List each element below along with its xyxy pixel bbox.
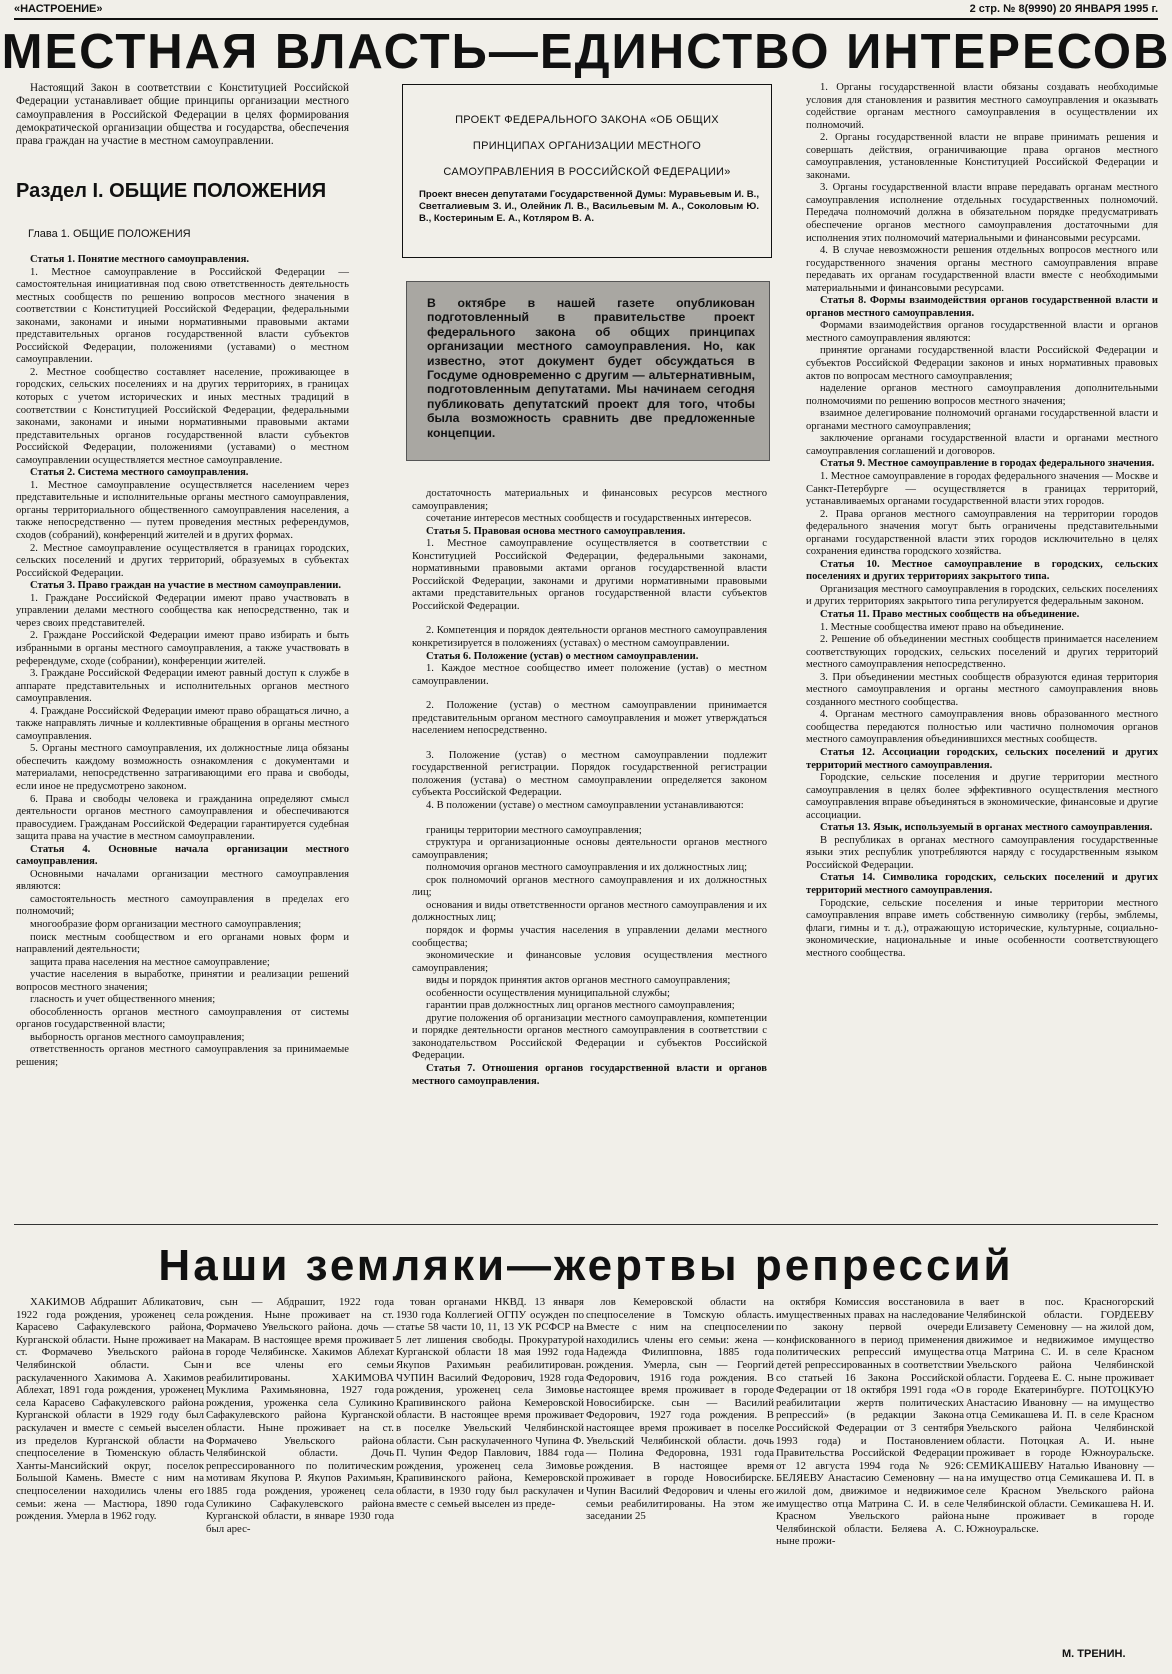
article-paragraph: наделение органов местного самоуправления дополнительными полномочиями по решению вопросов местного значения; [806, 383, 1158, 407]
article-paragraph: 1. Каждое местное сообщество имеет положение (устав) о местном самоуправлении. [412, 663, 767, 687]
article-paragraph: обособленность органов местного самоуправления от системы органов государственной власти; [16, 1006, 349, 1031]
article-paragraph: особенности осуществления муниципальной службы; [426, 987, 670, 999]
article-heading: Статья 12. Ассоциации городских, сельских поселений и других территорий местного самоуправления. [806, 746, 1158, 771]
article-paragraph: порядок и формы участия населения в управлении делами местного сообщества; [412, 924, 767, 949]
repressions-column-1: ХАКИМОВ Абдрашит Абликатович, 1922 года рождения, уроженец села Карасево Сафакулевского района, Курганской области. Ныне проживает на ст. Формачево Увельского района Челябинской области. Сын раскулаченного Хакимова А. Хакимов Аблехат, 1891 года рождения, уроженец села Карасево Сафакулевского района Курганской области в 1929 году был раскулачен и вместе с семьей выселен из пределов Курганской области на спецпоселение в Тюменскую область Ханты-Мансийский округ, поселок Большой Камень. Вместе с ним на спецпоселении находились члены его семьи: жена — Мастюра, 1890 года рождения. Умерла в 1962 году. [16, 1296, 204, 1523]
article-paragraph: 2. Положение (устав) о местном самоуправлении принимается представительным органом местного самоуправления и может утверждаться населением непосредственно. [412, 700, 767, 737]
article-paragraph: 3. Граждане Российской Федерации имеют равный доступ к службе в аппарате представительных и исполнительных органов местного самоуправления. [16, 668, 349, 705]
repressions-column-4: лов Кемеровской области на спецпоселение в Томскую область. Вместе с ним на спецпоселении находились члены его семьи: жена — Надежда Филипповна, 1885 года рождения. Умерла, сын — Георгий Федорович, 1916 года рождения. В настоящее время проживает в городе Новосибирске. сын — Василий Федорович, 1927 года рождения. В настоящее время проживает в поселке Увельский Челябинской области. дочь — Полина Федоровна, 1931 года рождения. В настоящее время проживает в городе Новосибирске. Чупин Василий Федорович и члены его семьи реабилитированы. На этом же заседании 25 [586, 1296, 774, 1523]
article-paragraph: 4. В случае невозможности решения отдельных вопросов местного или государственного значения органы местного самоуправления вправе передавать их органам государственной власти вместе с необходимыми материальными и финансовыми ресурсами. [806, 245, 1158, 294]
repressions-column-3: тован органами НКВД. 13 января 1930 года Коллегией ОГПУ осужден по статье 58 части 10, 11, 13 УК РСФСР на 5 лет лишения свободы. Прокуратурой Курганской области 18 мая 1992 года Якупов Рахимьян реабилитирован. ЧУПИН Василий Федорович, 1928 года рождения, уроженец села Зимовье Крапивинского района Кемеровской области. В настоящее время проживает в поселке Увельский Челябинской области. Сын раскулаченного Чупина Ф. П. Чупин Федор Павлович, 1884 года рождения, уроженец села Зимовье Крапивинского района, Кемеровской области, в 1930 году был раскулачен и вместе с семьей выселен из преде- [396, 1296, 584, 1510]
article-paragraph: 6. Права и свободы человека и гражданина определяют смысл деятельности органов местного самоуправления и обеспечиваются правосудием. Гражданам Российской Федерации гарантируется судебная защита права на участие в местном самоуправлении. [16, 793, 349, 843]
article-paragraph: 3. Органы государственной власти вправе передавать органам местного самоуправления исполнение отдельных государственных полномочий. Передача полномочий должна в обязательном порядке предусматривать обеспечение органов местного самоуправления достаточными для исполнения этих полномочий материальными и финансовыми ресурсами. [806, 182, 1158, 244]
repressions-column-6: вает в пос. Красногорский Челябинской области. ГОРДЕЕВУ Елизавету Семеновну — на жилой дом, движимое и недвижимое имущество отца Матрина С. И. в селе Красном Увельского района Челябинской области. Гордеева Е. С. ныне проживает в городе Екатеринбурге. ПОТОЦКУЮ Анастасию Ивановну — на имущество отца Семикашева И. П. в селе Красном Увельского района Челябинской области. Потоцкая А. И. ныне проживает в городе Южноуральске. СЕМИКАШЕВУ Наталью Ивановну — на имущество отца Семикашева И. П. в селе Красном Увельского района Челябинской области. Семикашева Н. И. ныне проживает в городе Южноуральске. [966, 1296, 1154, 1535]
article-heading: Статья 8. Формы взаимодействия органов государственной власти и органов местного самоуправления. [806, 295, 1158, 319]
article-paragraph: 1. Местные сообщества имеют право на объединение. [820, 621, 1064, 633]
article-column-1 [16, 254, 349, 1070]
article-paragraph: Городские, сельские поселения и иные территории местного самоуправления вправе иметь собственную символику (гербы, эмблемы, флаги, гимны и т. д.), отражающую исторические, культурные, социально-экономические, национальные и иные особенности соответствующего местного сообщества. [806, 897, 1158, 959]
article-heading: Статья 10. Местное самоуправление в городских, сельских поселениях и других территориях закрытого типа. [806, 558, 1158, 583]
article-paragraph: 2. Органы государственной власти не вправе принимать решения и совершать действия, ограничивающие права органов местного самоуправления, установленные Конституцией Российской Федерации и законами. [806, 132, 1158, 181]
article-paragraph: принятие органами государственной власти Российской Федерации и субъектов Российской Федерации законов и иных нормативных правовых актов по вопросам местного самоуправления; [806, 345, 1158, 382]
article-paragraph: 1. Граждане Российской Федерации имеют право участвовать в управлении делами местного сообщества как непосредственно, так и через своих представителей. [16, 592, 349, 629]
article-heading: Статья 11. Право местных сообществ на объединение. [820, 608, 1080, 620]
article-paragraph: структура и организационные основы деятельности органов местного самоуправления; [412, 837, 767, 861]
repressions-column-5: октября Комиссия восстановила в имущественных правах на наследование по закону первой очереди конфискованного в период применения политических репрессий имущества детей репрессированных в соответствии со статьей 16 Закона Российской Федерации от 18 октября 1991 года «О реабилитации жертв политических репрессий» (в редакции Закона Российской Федерации от 3 сентября 1993 года) и Постановлением Правительства Российской Федерации от 12 августа 1994 года № 926: БЕЛЯЕВУ Анастасию Семеновну — на жилой дом, движимое и недвижимое имущество отца Матрина С. И. в селе Красном Увельского района Челябинской области. Беляева А. С. ныне прожи- [776, 1296, 964, 1548]
article-paragraph: В республиках в органах местного самоуправления государственные языки этих республик употребляются наряду с государственным языком Российской Федерации. [806, 834, 1158, 871]
author-signature: М. ТРЕНИН. [1062, 1648, 1126, 1660]
article-paragraph: 4. В положении (уставе) о местном самоуправлении устанавливаются: [426, 800, 744, 812]
article-paragraph: 1. Органы государственной власти обязаны создавать необходимые условия для становления и развития местного самоуправления и оказывать содействие органам местного самоуправления в осуществлении их полномочий. [806, 82, 1158, 131]
project-title-line-1: ПРОЕКТ ФЕДЕРАЛЬНОГО ЗАКОНА «ОБ ОБЩИХ [455, 114, 719, 126]
editor-note: В октябре в нашей газете опубликован подготовленный в правительстве проект федерального закона об общих принципах организации местного самоуправления. Но, как известно, этот документ будет обсуждаться в Госдуме одновременно с другим — альтернативным, подготовленным депутатами. Мы начинаем сегодня публиковать депутатский проект для того, чтобы была возможность сравнить две предложенные концепции. [427, 296, 755, 440]
article-paragraph: защита права населения на местное самоуправление; [30, 956, 270, 968]
article-paragraph: 4. Органам местного самоуправления вновь образованного местного сообщества передаются полностью или частично полномочия органов местного самоуправления объединившихся местных сообществ. [806, 709, 1158, 746]
project-title-line-3: САМОУПРАВЛЕНИЯ В РОССИЙСКОЙ ФЕДЕРАЦИИ» [443, 166, 731, 178]
article-paragraph: достаточность материальных и финансовых ресурсов местного самоуправления; [412, 488, 767, 512]
article-paragraph: экономические и финансовые условия осуществления местного самоуправления; [412, 950, 767, 974]
repressions-column-2: сын — Абдрашит, 1922 года рождения. Ныне проживает на ст. Формачево Увельского района. дочь — Макарам. В настоящее время проживает в городе Челябинске. Хакимов Аблехат и все члены его семьи реабилитированы. ХАКИМОВА Муклима Рахимьяновна, 1927 года рождения, уроженка села Суликино Сафакулевского района Курганской области. Ныне проживает на ст. Формачево Увельского района Челябинской области. Дочь репрессированного по политическим мотивам Якупова Р. Якупов Рахимьян, 1885 года рождения, уроженец села Суликино Сафакулевского района Курганской области, в январе 1930 года был арес- [206, 1296, 394, 1535]
article-heading: Статья 14. Символика городских, сельских поселений и других территорий местного самоуправления. [806, 872, 1158, 896]
article-paragraph: Городские, сельские поселения и другие территории местного самоуправления в целях более эффективного осуществления местного самоуправления вправе объединяться в экономические, финансовые и другие ассоциации. [806, 772, 1158, 821]
article-paragraph: основания и виды ответственности органов местного самоуправления и их должностных лиц; [412, 899, 767, 924]
article-paragraph: 1. Местное самоуправление осуществляется населением через представительные и исполнительные органы местного самоуправления, органы территориального общественного самоуправления населения, а также непосредственно — путем проведения местных референдумов, сходов (собраний), конференций жителей и в других формах. [16, 479, 349, 542]
project-title-box [402, 84, 772, 258]
editor-note-box [406, 281, 770, 461]
repressions-headline: Наши земляки—жертвы репрессий [158, 1241, 1014, 1290]
article-column-2 [412, 488, 767, 1088]
lead-paragraph: Настоящий Закон в соответствии с Конституцией Российской Федерации устанавливает общие принципы организации местного самоуправления в Российской Федерации в целях формирования демократической организации общества и государства, обеспечения права граждан на участие в местном самоуправлении. [16, 82, 349, 148]
article-heading: Статья 9. Местное самоуправление в городах федерального значения. [820, 458, 1155, 470]
main-headline: МЕСТНАЯ ВЛАСТЬ—ЕДИНСТВО ИНТЕРЕСОВ [1, 25, 1171, 79]
article-paragraph: самостоятельность местного самоуправления в пределах его полномочий; [16, 893, 349, 918]
article-paragraph: участие населения в выработке, принятии и реализации решений вопросов местного значения; [16, 969, 349, 993]
section-heading: Раздел I. ОБЩИЕ ПОЛОЖЕНИЯ [16, 180, 327, 202]
article-paragraph: Организация местного самоуправления в городских, сельских поселениях и других территориях закрытого типа регулируется федеральным законом. [806, 583, 1158, 608]
article-paragraph: 5. Органы местного самоуправления, их должностные лица обязаны обеспечить каждому возможность ознакомления с документами и материалами, непосредственно затрагивающими его права и свободы, если иное не предусмотрено законом. [16, 743, 349, 792]
article-heading: Статья 3. Право граждан на участие в местном самоуправлении. [30, 580, 341, 592]
article-paragraph: 2. Права органов местного самоуправления на территории городов федерального значения могут быть ограничены представительными органами государственной власти этих городов исключительно в целях сохранения единства городского хозяйства. [806, 508, 1158, 558]
article-paragraph: поиск местным сообществом и его органами новых форм и направлений деятельности; [16, 931, 349, 956]
article-heading: Статья 2. Система местного самоуправления. [30, 467, 249, 479]
article-paragraph: гласность и учет общественного мнения; [30, 994, 216, 1006]
article-paragraph: виды и порядок принятия актов органов местного самоуправления; [426, 975, 731, 987]
article-paragraph: многообразие форм организации местного самоуправления; [30, 918, 302, 930]
article-paragraph: заключение органами государственной власти и органами местного самоуправления соглашений и договоров. [806, 433, 1158, 457]
article-paragraph: выборность органов местного самоуправления; [30, 1031, 245, 1043]
article-paragraph: границы территории местного самоуправления; [426, 824, 642, 836]
section-divider [14, 1224, 1158, 1225]
article-paragraph: Основными началами организации местного самоуправления являются: [16, 868, 349, 893]
chapter-heading: Глава 1. ОБЩИЕ ПОЛОЖЕНИЯ [28, 228, 191, 240]
project-title-line-2: ПРИНЦИПАХ ОРГАНИЗАЦИИ МЕСТНОГО [472, 140, 702, 152]
article-paragraph: 2. Граждане Российской Федерации имеют право избирать и быть избранными в органы местного самоуправления, а также участвовать в референдуме, сходе (собрании), конференции жителей. [16, 630, 349, 667]
project-authors: Проект внесен депутатами Государственной Думы: Муравьевым И. В., Светгалиевым З. И., Олейник Л. В., Васильевым М. А., Соколовым Ю. В., Костериным Е. А., Котляром В. А. [419, 189, 759, 224]
article-paragraph: 1. Местное самоуправление в городах федерального значения — Москве и Санкт-Петербурге — осуществляется в границах территорий, устанавливаемых органами государственной власти этих городов. [806, 470, 1158, 508]
article-heading: Статья 6. Положение (устав) о местном самоуправлении. [426, 650, 699, 662]
article-paragraph: гарантии прав должностных лиц органов местного самоуправления; [426, 1000, 735, 1012]
article-paragraph: 2. Решение об объединении местных сообществ принимается населением соответствующих городских, сельских поселений и других территорий местного самоуправления непосредственно. [806, 634, 1158, 671]
article-heading: Статья 13. Язык, используемый в органах местного самоуправления. [820, 822, 1153, 834]
article-paragraph: 1. Местное самоуправление в Российской Федерации — самостоятельная инициативная под свою ответственность деятельность местных сообществ по решению вопросов местного значения в соответствии с Конституцией Российской Федерации, федеральными законами, законами и иными нормативными правовыми актами представительных органов государственной власти субъектов Российской Федерации, положениями (уставами) о местном самоуправлении. [16, 266, 349, 366]
issue-info: 2 стр. № 8(9990) 20 ЯНВАРЯ 1995 г. [969, 3, 1158, 15]
article-paragraph: ответственность органов местного самоуправления за принимаемые решения; [16, 1044, 349, 1068]
article-paragraph: 2. Местное сообщество составляет население, проживающее в городских, сельских поселениях и на других территориях, в границах которых с учетом исторических и иных местных традиций в соответствии с Конституцией Российской Федерации, федеральными законами, законами и иными нормативными правовыми актами представительных органов государственной власти субъектов Российской Федерации, положениями (уставами) о местном самоуправлении осуществляется местное самоуправление. [16, 366, 349, 466]
article-paragraph: другие положения об организации местного самоуправления, компетенции и порядке деятельности органов местного самоуправления в соответствии с законодательством Российской Федерации и субъектов Российской Федерации. [412, 1012, 767, 1062]
masthead-name: «НАСТРОЕНИЕ» [14, 3, 103, 15]
article-paragraph: 4. Граждане Российской Федерации имеют право обращаться лично, а также направлять личные и коллективные обращения в органы местного самоуправления. [16, 705, 349, 742]
article-heading: Статья 1. Понятие местного самоуправления. [30, 254, 250, 265]
article-paragraph: 2. Местное самоуправление осуществляется в границах городских, сельских поселений и других территорий, образуемых в субъектах Российской Федерации. [16, 542, 349, 579]
article-paragraph: 1. Местное самоуправление осуществляется в соответствии с Конституцией Российской Федерации, федеральными законами, нормативными правовыми актами органов государственной власти Российской Федерации, законами и другими нормативными правовыми актами представительных органов государственной власти субъектов Российской Федерации. [412, 538, 767, 612]
article-paragraph: взаимное делегирование полномочий органами государственной власти и органами местного самоуправления; [806, 408, 1158, 432]
article-paragraph: сочетание интересов местных сообществ и государственных интересов. [426, 513, 752, 525]
article-paragraph: 2. Компетенция и порядок деятельности органов местного самоуправления конкретизируется в положениях (уставах) о местном самоуправлении. [412, 625, 767, 650]
article-heading: Статья 7. Отношения органов государственной власти и органов местного самоуправления. [412, 1062, 767, 1087]
article-heading: Статья 5. Правовая основа местного самоуправления. [426, 525, 686, 537]
article-paragraph: Формами взаимодействия органов государственной власти и органов местного самоуправления являются: [806, 320, 1158, 344]
article-paragraph: полномочия органов местного самоуправления и их должностных лиц; [426, 862, 748, 874]
article-heading: Статья 4. Основные начала организации местного самоуправления. [16, 843, 349, 868]
article-column-3 [806, 82, 1158, 960]
article-paragraph: 3. При объединении местных сообществ образуются единая территория местного самоуправления и органы местного самоуправления вновь созданного местного сообщества. [806, 671, 1158, 708]
masthead-bar [14, 4, 1158, 20]
article-paragraph: 3. Положение (устав) о местном самоуправлении подлежит государственной регистрации. Порядок государственной регистрации положения (устава) о местном самоуправлении определяется законом субъекта Российской Федерации. [412, 749, 767, 799]
article-paragraph: срок полномочий органов местного самоуправления и их должностных лиц; [412, 874, 767, 899]
